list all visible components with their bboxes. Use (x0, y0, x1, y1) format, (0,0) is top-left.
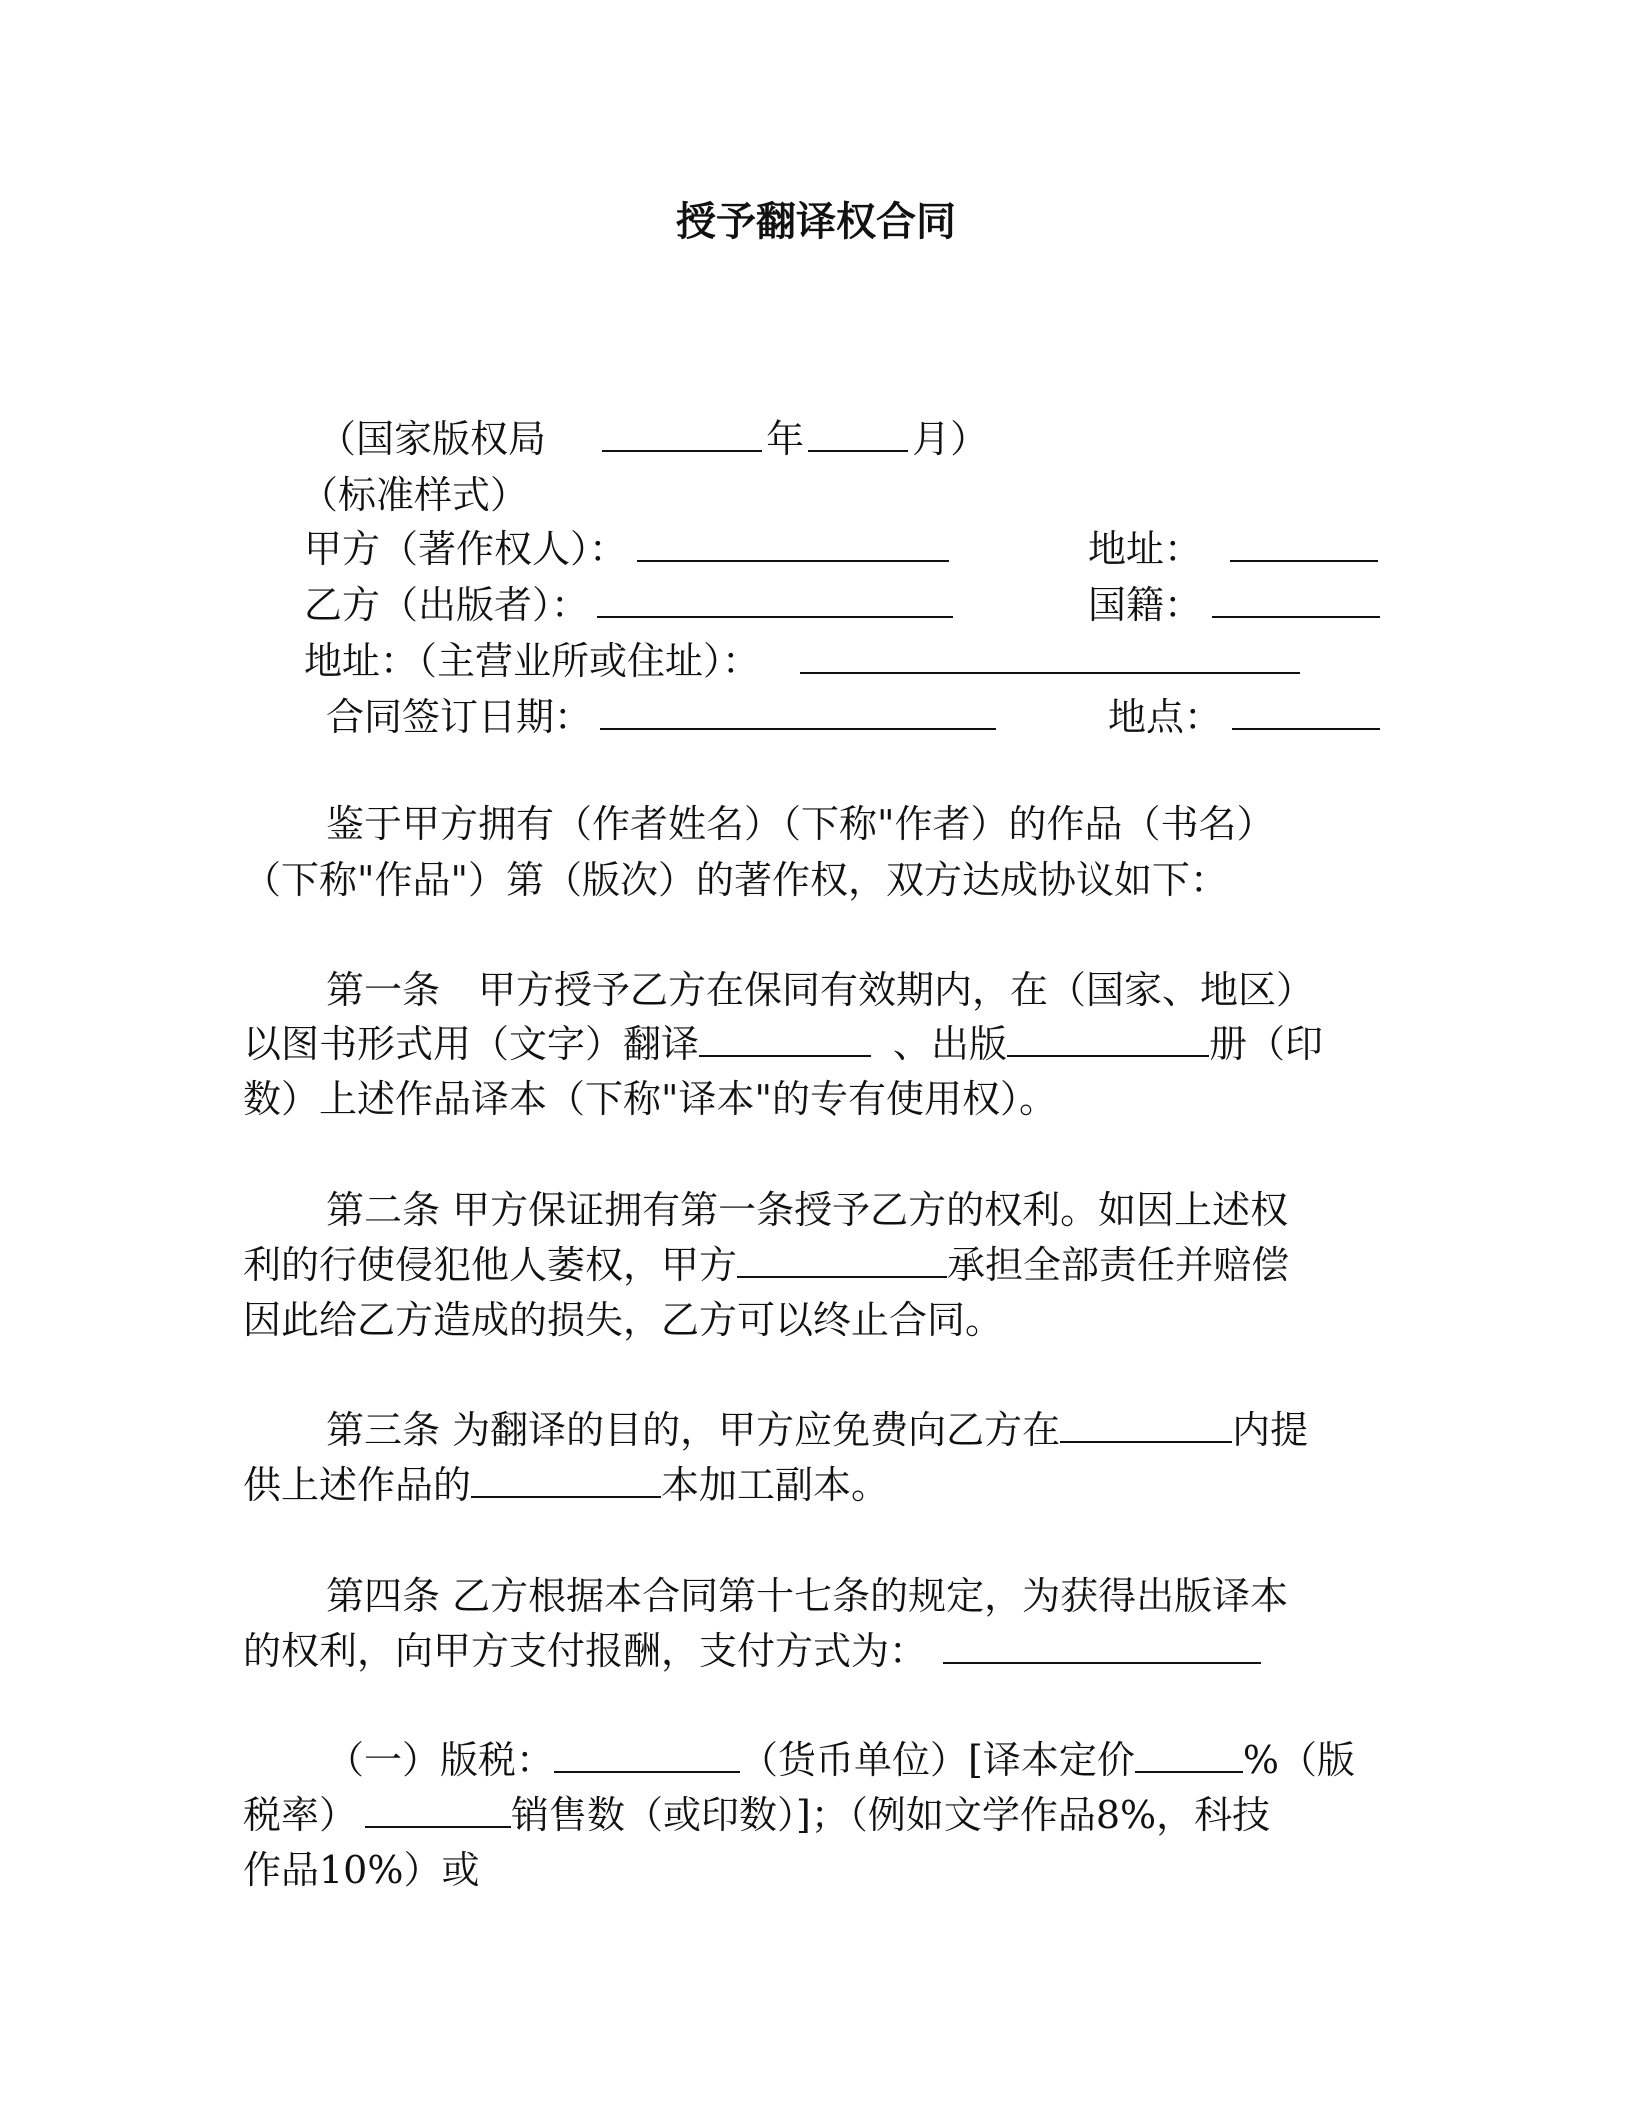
party-a-label: 甲方（著作权人）： (304, 527, 628, 571)
business-address-blank[interactable] (800, 638, 1300, 674)
place-blank[interactable] (1232, 694, 1380, 730)
article-1-line-3: 数）上述作品译本（下称"译本"的专有使用权）。 (243, 1077, 1057, 1121)
royalty-text-c: %（版 (1242, 1738, 1355, 1782)
business-address-line (304, 638, 1304, 683)
article-2-text-b: 承担全部责任并赔偿 (947, 1243, 1290, 1287)
address-a-line (1088, 526, 1382, 571)
royalty-rate-blank[interactable] (365, 1796, 511, 1828)
article-2-line-2 (243, 1243, 1289, 1287)
preamble-line-1: 鉴于甲方拥有（作者姓名）（下称"作者）的作品（书名） (326, 802, 1275, 846)
article-1-text-a: 以图书形式用（文字）翻译 (243, 1022, 700, 1066)
article-3-line-2 (243, 1463, 889, 1507)
article-1-line-1: 第一条 甲方授予乙方在保同有效期内，在（国家、地区） (326, 968, 1315, 1012)
rate-blank[interactable] (1135, 1741, 1243, 1773)
article-3-text-a: 第三条 为翻译的目的，甲方应免费向乙方在 (326, 1408, 1061, 1452)
year-label: 年 (766, 417, 805, 461)
year-blank[interactable] (602, 416, 762, 452)
payment-method-blank[interactable] (943, 1632, 1261, 1664)
article-3-text-c: 供上述作品的 (243, 1463, 472, 1507)
article-2-line-1: 第二条 甲方保证拥有第一条授予乙方的权利。如因上述权 (326, 1188, 1289, 1232)
article-1-text-b: 、出版 (893, 1022, 1008, 1066)
royalty-line-3: 作品10%）或 (243, 1848, 480, 1892)
business-address-label: 地址：（主营业所或住址）： (304, 639, 761, 683)
address-a-label: 地址： (1088, 527, 1203, 571)
nationality-line (1088, 582, 1384, 627)
issuer-line (318, 416, 988, 461)
nationality-blank[interactable] (1212, 582, 1380, 618)
sign-date-line (326, 694, 1000, 739)
article-3-line-1 (326, 1408, 1308, 1452)
article-4-line-1: 第四条 乙方根据本合同第十七条的规定，为获得出版译本 (326, 1574, 1289, 1618)
month-blank[interactable] (808, 416, 908, 452)
nationality-label: 国籍： (1088, 583, 1203, 627)
article-3-text-b: 内提 (1232, 1408, 1309, 1452)
party-b-label: 乙方（出版者）： (304, 583, 590, 627)
document-title: 授予翻译权合同 (676, 199, 956, 245)
royalty-text-d: 税率） (243, 1793, 358, 1837)
month-label: 月） (912, 417, 989, 461)
article-3-text-d: 本加工副本。 (661, 1463, 890, 1507)
article-4-text: 的权利，向甲方支付报酬，支付方式为： (243, 1629, 928, 1673)
article-2-text-a: 利的行使侵犯他人萎权，甲方 (243, 1243, 738, 1287)
royalty-line-2 (243, 1793, 1270, 1837)
place-line (1108, 694, 1384, 739)
print-count-blank[interactable] (1007, 1025, 1209, 1057)
currency-blank[interactable] (554, 1741, 740, 1773)
article-2-line-3: 因此给乙方造成的损失，乙方可以终止合同。 (243, 1298, 1004, 1342)
party-a-blank[interactable] (637, 526, 949, 562)
delivery-time-blank[interactable] (1060, 1411, 1232, 1443)
sign-date-label: 合同签订日期： (326, 695, 593, 739)
party-a-line (304, 526, 953, 571)
article-1-text-c: 册（印 (1209, 1022, 1324, 1066)
article-1-line-2 (243, 1022, 1323, 1066)
article-4-line-2 (243, 1629, 1261, 1673)
liability-blank[interactable] (737, 1246, 947, 1278)
royalty-text-e: 销售数（或印数）]；（例如文学作品8%，科技 (511, 1793, 1271, 1837)
royalty-text-a: （一）版税： (326, 1738, 555, 1782)
translate-blank[interactable] (699, 1025, 871, 1057)
party-b-blank[interactable] (597, 582, 953, 618)
standard-form-label: （标准样式） (300, 473, 529, 517)
issuer-text: （国家版权局 (318, 417, 547, 461)
copies-blank[interactable] (471, 1466, 661, 1498)
preamble-line-2: （下称"作品"）第（版次）的著作权，双方达成协议如下： (243, 858, 1228, 902)
royalty-line-1 (326, 1738, 1355, 1782)
sign-date-blank[interactable] (600, 694, 996, 730)
party-b-line (304, 582, 957, 627)
address-a-blank[interactable] (1230, 526, 1378, 562)
royalty-text-b: （货币单位）[译本定价 (740, 1738, 1135, 1782)
place-label: 地点： (1108, 695, 1223, 739)
